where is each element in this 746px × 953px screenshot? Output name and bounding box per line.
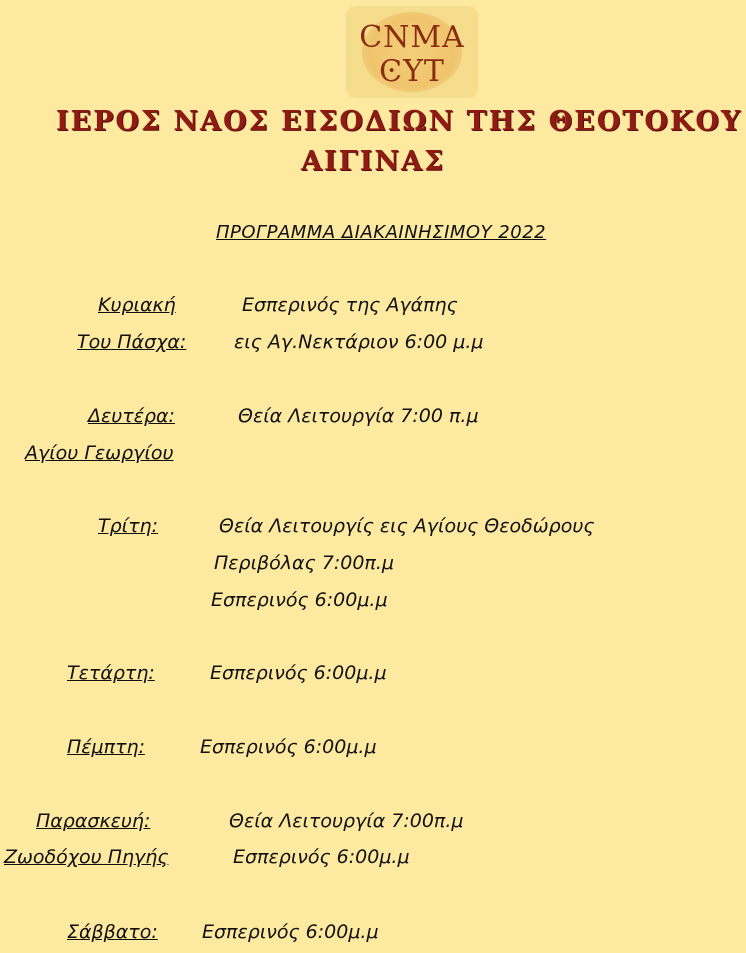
event-tuesday-3: Εσπερινός 6:00μ.μ xyxy=(211,589,388,611)
day-label-life-giving-spring: Ζωοδόχου Πηγής xyxy=(4,846,169,868)
event-wednesday: Εσπερινός 6:00μ.μ xyxy=(210,662,387,684)
day-label-thursday: Πέμπτη: xyxy=(67,736,145,758)
day-label-friday: Παρασκευή: xyxy=(36,810,151,832)
event-life-giving-spring: Εσπερινός 6:00μ.μ xyxy=(233,846,410,868)
event-tuesday-1: Θεία Λειτουργίς εις Αγίους Θεοδώρους xyxy=(219,515,595,537)
logo-text-line2: ϾΥΤ xyxy=(379,54,445,89)
day-label-wednesday: Τετάρτη: xyxy=(67,662,155,684)
event-thursday: Εσπερινός 6:00μ.μ xyxy=(200,736,377,758)
day-label-monday: Δευτέρα: xyxy=(88,405,175,427)
event-monday: Θεία Λειτουργία 7:00 π.μ xyxy=(238,405,479,427)
program-title: ΠΡΟΓΡΑΜΜΑ ΔΙΑΚΑΙΝΗΣΙΜΟΥ 2022 xyxy=(216,222,547,243)
event-easter: εις Αγ.Νεκτάριον 6:00 μ.μ xyxy=(234,331,484,353)
day-label-saturday: Σάββατο: xyxy=(67,921,158,943)
day-label-sunday: Κυριακή xyxy=(98,294,176,316)
event-friday: Θεία Λειτουργία 7:00π.μ xyxy=(229,810,464,832)
day-label-easter: Του Πάσχα: xyxy=(77,331,187,353)
logo-text-line1: CΝΜΑ xyxy=(359,20,465,55)
day-label-tuesday: Τρίτη: xyxy=(98,515,158,537)
event-saturday: Εσπερινός 6:00μ.μ xyxy=(202,921,379,943)
day-label-st-george: Αγίου Γεωργίου xyxy=(25,442,174,464)
church-title-line1: ΙΕΡΟΣ ΝΑΟΣ ΕΙΣΟΔΙΩΝ ΤΗΣ ΘΕΟΤΟΚΟΥ xyxy=(55,106,743,137)
event-sunday: Εσπερινός της Αγάπης xyxy=(242,294,458,316)
church-title-line2: ΑΙΓΙΝΑΣ xyxy=(300,146,446,177)
church-logo xyxy=(346,6,478,98)
event-tuesday-2: Περιβόλας 7:00π.μ xyxy=(214,552,394,574)
